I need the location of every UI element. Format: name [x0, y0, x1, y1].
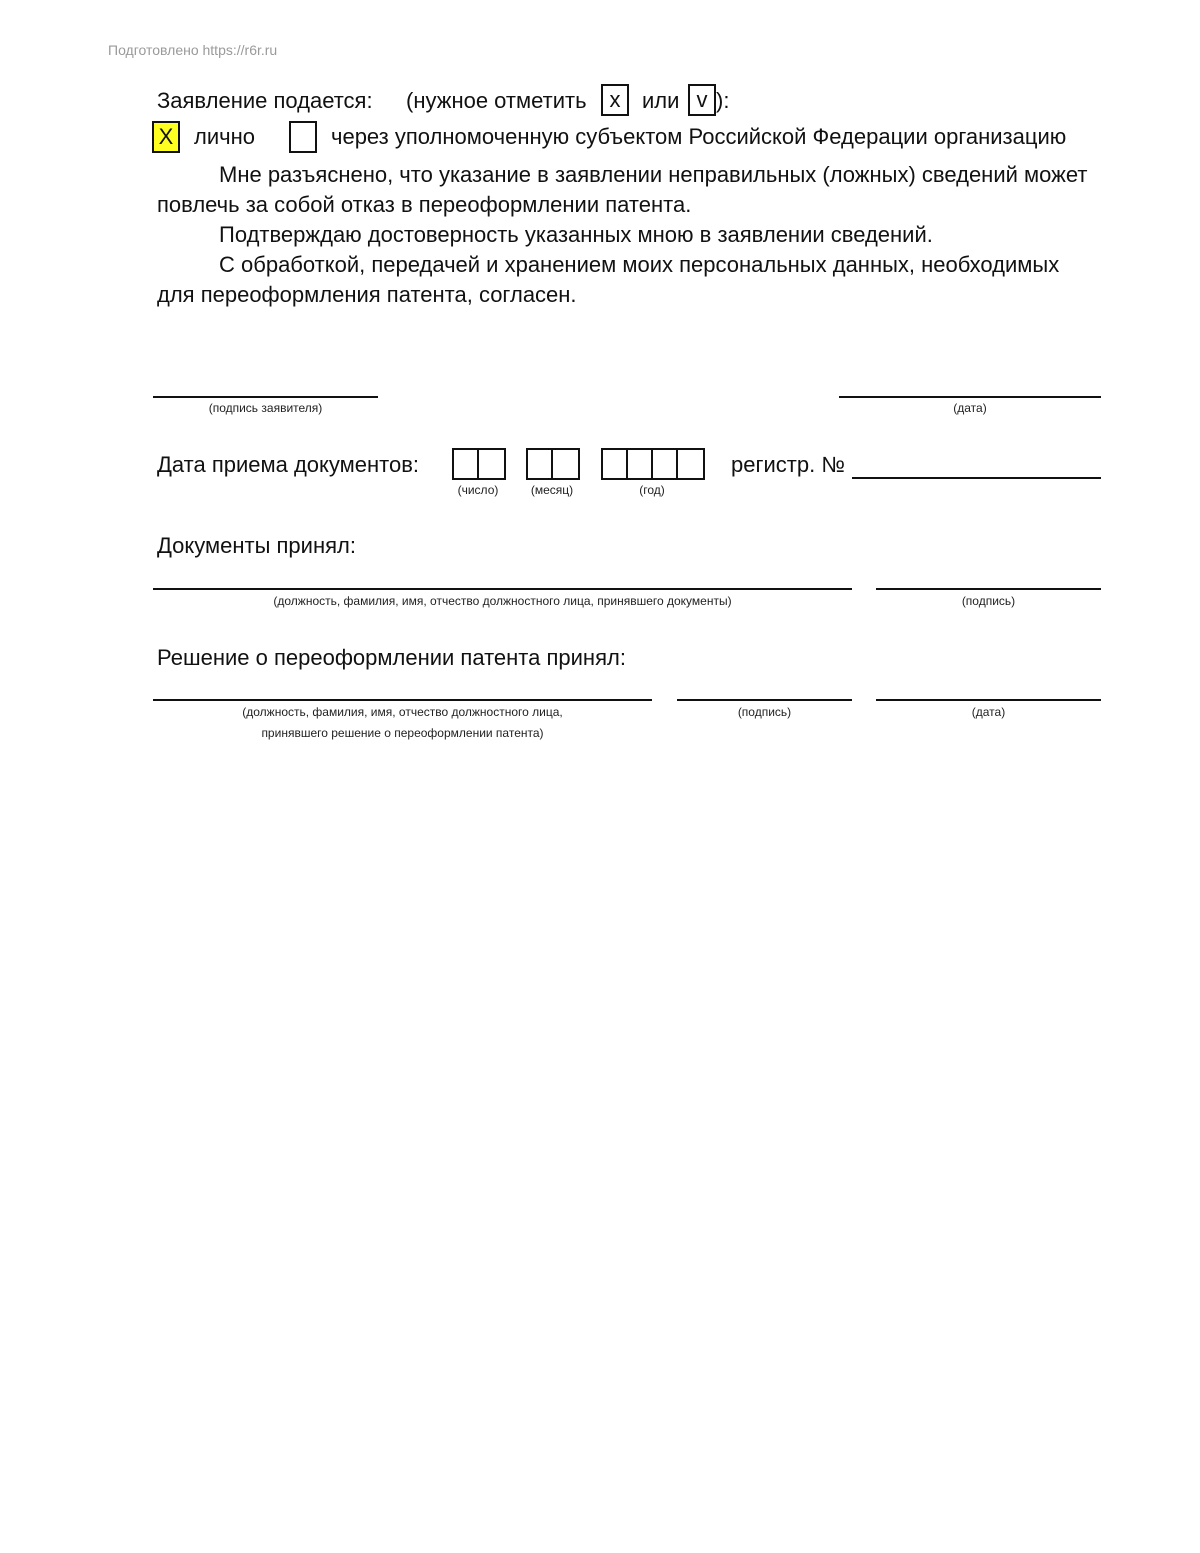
submission-label: Заявление подается: [157, 88, 373, 113]
day-cell[interactable] [454, 450, 479, 478]
accepted-official-line[interactable] [153, 588, 852, 590]
decision-date-caption: (дата) [971, 705, 1006, 719]
organization-checkbox[interactable] [289, 121, 317, 153]
applicant-date-line[interactable] [839, 396, 1101, 398]
decision-official-caption-line-2: принявшего решение о переоформлении патента) [261, 726, 544, 740]
decision-signature-caption: (подпись) [737, 705, 792, 719]
month-cell[interactable] [528, 450, 553, 478]
decision-official-caption-line-1: (должность, фамилия, имя, отчество должностного лица, [242, 705, 563, 719]
hint-suffix: ): [716, 88, 730, 113]
decision-date-line[interactable] [876, 699, 1101, 701]
registration-number-line[interactable] [852, 477, 1101, 479]
statement-3-line-1: С обработкой, передачей и хранением моих персональных данных, необходимых [219, 252, 1060, 277]
decision-label: Решение о переоформлении патента принял: [157, 645, 626, 670]
month-caption: (месяц) [530, 483, 574, 497]
accepted-label: Документы принял: [157, 533, 356, 558]
year-caption: (год) [639, 483, 665, 497]
year-cell[interactable] [653, 450, 678, 478]
watermark: Подготовлено https://r6r.ru [108, 42, 278, 58]
hint-or: или [642, 88, 680, 113]
hint-v-box: v [688, 84, 716, 116]
receipt-year-cells[interactable] [601, 448, 705, 480]
accepted-signature-line[interactable] [876, 588, 1101, 590]
statement-2: Подтверждаю достоверность указанных мною в заявлении сведений. [219, 222, 933, 247]
registration-label: регистр. № [731, 452, 845, 477]
organization-label: через уполномоченную субъектом Российской Федерации организацию [331, 124, 1067, 149]
year-cell[interactable] [628, 450, 653, 478]
applicant-signature-caption: (подпись заявителя) [208, 401, 323, 415]
statement-1-line-2: повлечь за собой отказ в переоформлении патента. [157, 192, 692, 217]
applicant-signature-line[interactable] [153, 396, 378, 398]
day-caption: (число) [457, 483, 499, 497]
receipt-month-cells[interactable] [526, 448, 580, 480]
month-cell[interactable] [553, 450, 578, 478]
applicant-date-caption: (дата) [953, 401, 987, 415]
statement-3-line-2: для переоформления патента, согласен. [157, 282, 577, 307]
hint-x-box: x [601, 84, 629, 116]
decision-signature-line[interactable] [677, 699, 852, 701]
decision-official-line[interactable] [153, 699, 652, 701]
personal-checkbox[interactable]: X [152, 121, 180, 153]
accepted-signature-caption: (подпись) [961, 594, 1016, 608]
receipt-date-label: Дата приема документов: [157, 452, 420, 477]
day-cell[interactable] [479, 450, 504, 478]
personal-label: лично [194, 124, 255, 149]
statement-1-line-1: Мне разъяснено, что указание в заявлении неправильных (ложных) сведений может [219, 162, 1088, 187]
accepted-official-caption: (должность, фамилия, имя, отчество должностного лица, принявшего документы) [273, 594, 732, 608]
year-cell[interactable] [603, 450, 628, 478]
year-cell[interactable] [678, 450, 703, 478]
receipt-day-cells[interactable] [452, 448, 506, 480]
hint-prefix: (нужное отметить [406, 88, 587, 113]
